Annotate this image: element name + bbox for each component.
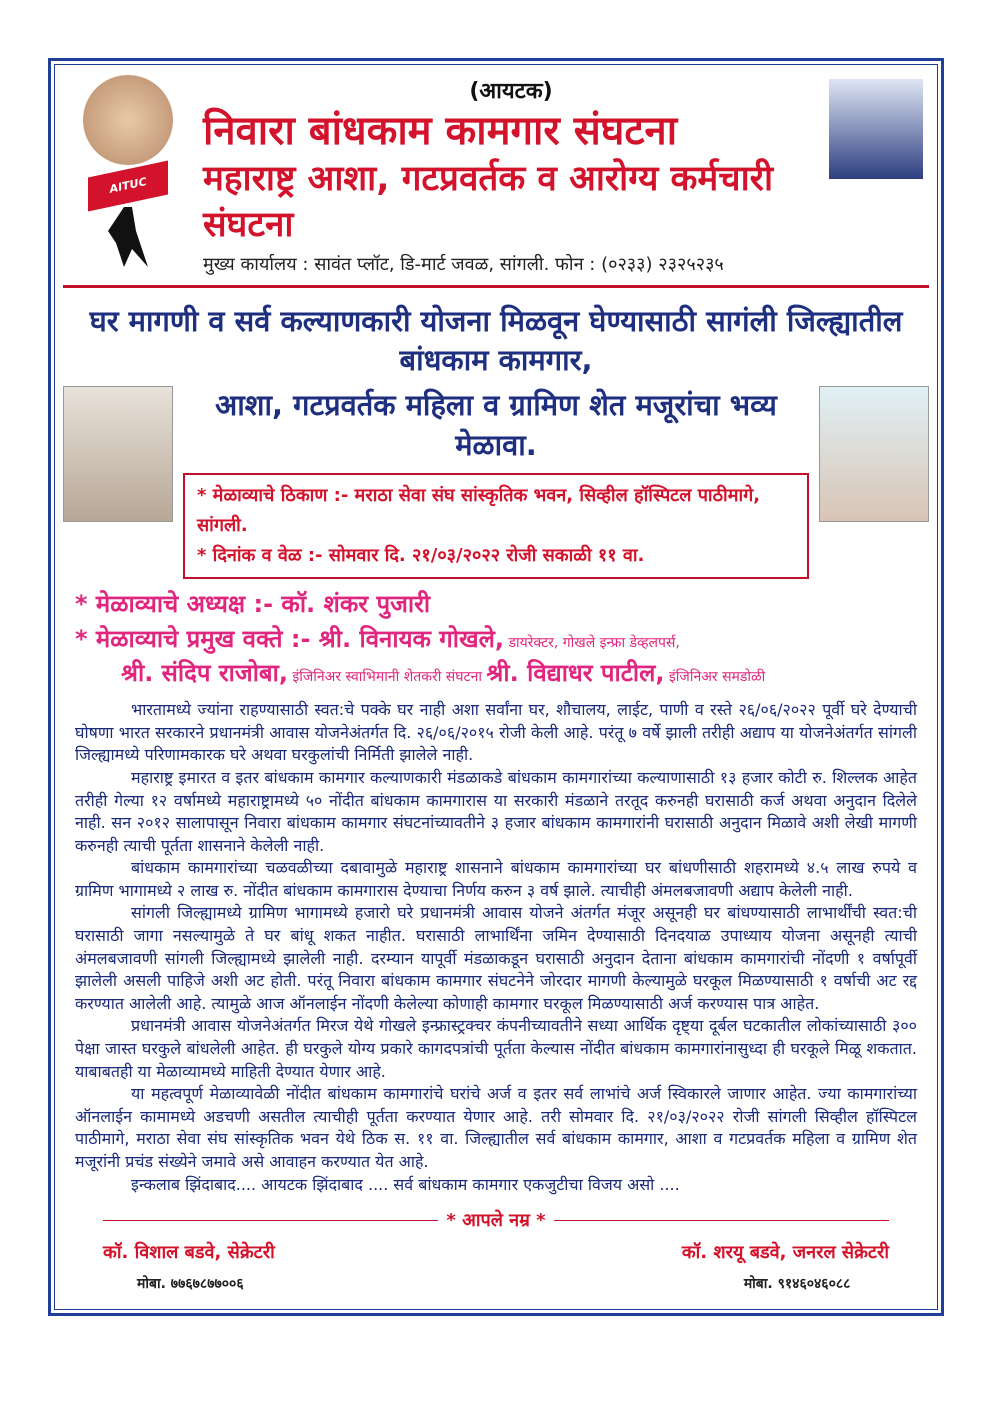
aituc-flag-logo: AITUC [88,160,168,211]
header-logos [63,75,193,267]
president-line: * मेळाव्याचे अध्यक्ष :- कॉ. शंकर पुजारी [75,589,431,618]
paragraph: भारतामध्ये ज्यांना राहण्यासाठी स्वत:चे पक्के घर नाही अशा सर्वांना घर, शौचालय, लाईट, पाणी व रस्ते २६/०६/२०२२ पूर्वी घरे देण्याची घोषणा भारत सरकारने प्रधानमंत्री आवास योजनेअंतर्गत दि. २६/०६/२०१५ रोजी केली आहे. परंतू ७ वर्षे झाली तरीही अद्याप या योजनेअंतर्गत सांगली जिल्ह्यामध्ये परिणामकारक घरे अथवा घरकुलांची निर्मिती झालेले नाही. [75,700,917,765]
org-subtitle: महाराष्ट्र आशा, गटप्रवर्तक व आरोग्य कर्मचारी संघटना [203,159,774,245]
paragraph: प्रधानमंत्री आवास योजनेअंतर्गत मिरज येथे गोखले इन्फ्रास्ट्रक्चर कंपनीच्यावतीने सध्या आर्थिक दृष्ट्या दूर्बल घटकातील लोकांच्यासाठी ३०० पेक्षा जास्त घरकुले बांधलेली आहेत. ही घरकुले योग्य प्रकारे कागदपत्रांची पूर्तता केल्यास नोंदीत बांधकाम कामगारांनासुध्दा ही घरकूले मिळू शकतात. याबाबतही या मेळाव्यामध्ये माहिती देण्यात येणार आहे. [75,1016,917,1081]
speakers-line [75,622,929,657]
venue-date: * दिनांक व वेळ :- सोमवार दि. २१/०३/२०२२ रोजी सकाळी ११ वा. [197,544,645,566]
header-text [203,75,819,277]
slogans: इन्कलाब झिंदाबाद.... आयटक झिंदाबाद .... सर्व बांधकाम कामगार एकजुटीचा विजय असो .... [131,1174,680,1194]
org-title: निवारा बांधकाम कामगार संघटना [203,108,678,154]
header [63,75,929,277]
paragraph: सांगली जिल्ह्यामध्ये ग्रामिण भागामध्ये हजारो घरे प्रधानमंत्री आवास योजने अंतर्गत मंजूर असूनही घर बांधण्यासाठी लाभार्थींची स्वत:ची घरासाठी जागा नसल्यामुळे ते घर बांधू शकत नाहीत. घरासाठी लाभार्थिंना जमिन देण्यासाठी दिनदयाळ उपाध्याय योजना असूनही त्याची अंमलबजावणी सांगली जिल्ह्यामध्ये झालेली नाही. दरम्यान यापूर्वी मंडळाकडून घरासाठी अनुदान देताना बांधकाम कामगारांची नोंदणी १ वर्षापूर्वी झालेली असली पाहिजे अशी अट होती. परंतू निवारा बांधकाम कामगार संघटनेने जोरदार मागणी केल्यामुळे घरकूल मिळण्यासाठी १ वर्षाची अट रद्द करण्यात आलेली आहे. त्यामुळे आज ऑनलाईन नोंदणी केलेल्या कोणाही कामगार घरकूल मिळण्यासाठी अर्ज करण्यास पात्र आहेत. [75,903,917,1013]
ambedkar-portrait [829,79,923,179]
venue-column [183,386,809,578]
bhagat-singh-portrait [83,75,173,165]
aituc-tag: (आयटक) [469,79,553,104]
general-secretary-mobile: मोबा. ९१४६०४६०८८ [743,1276,851,1293]
venue-place: * मेळाव्याचे ठिकाण :- मराठा सेवा संघ सांस्कृतिक भवन, सिव्हील हॉस्पिटल पाठीमागे, सांगली. [197,484,761,536]
people-section [63,587,929,691]
closing-rule-left [103,1220,438,1221]
signatures [103,1240,889,1293]
speaker1: * मेळाव्याचे प्रमुख वक्ते :- श्री. विनायक गोखले, [75,624,505,653]
worker-silhouette-icon [108,207,148,267]
closing-row [103,1208,889,1232]
president-photo [63,386,173,522]
venue-box [183,473,809,579]
body-text [63,699,929,1196]
header-right [829,75,929,179]
general-secretary-name: कॉ. शरयू बडवे, जनरल सेक्रेटरी [681,1242,889,1264]
paragraph: या महत्वपूर्ण मेळाव्यावेळी नोंदीत बांधकाम कामगारांचे घरांचे अर्ज व इतर सर्व लाभांचे अर्ज स्विकारले जाणार आहेत. ज्या कामगारांच्या ऑनलाईन कामामध्ये अडचणी असतील त्याचीही पूर्तता करण्यात येणार आहे. तरी सोमवार दि. २१/०३/२०२२ रोजी सांगली सिव्हील हॉस्पिटल पाठीमागे, मराठा सेवा संघ सांस्कृतिक भवन येथे ठिक स. ११ वा. जिल्ह्यातील सर्व बांधकाम कामगार, आशा व गटप्रवर्तक महिला व ग्रामिण शेत मजूरांनी प्रचंड संख्येने जमावे असे आवाहन करण्यात येत आहे. [75,1084,917,1172]
speaker2: श्री. संदिप राजोबा, [121,659,288,688]
closing-text: * आपले नम्र * [446,1210,546,1232]
speakers-line-2 [75,656,929,691]
woman-leader-photo [819,386,929,522]
venue-row [63,386,929,578]
page-border [48,58,944,1316]
secretary-name: कॉ. विशाल बडवे, सेक्रेटरी [103,1242,275,1264]
speaker3: श्री. विद्याधर पाटील, [486,659,665,688]
closing-rule-right [554,1220,889,1221]
divider [63,285,929,288]
headline-line2: आशा, गटप्रवर्तक महिला व ग्रामिण शेत मजूरांचा भव्य मेळावा. [215,388,777,462]
speaker1-role: डायरेक्टर, गोखले इन्फ्रा डेव्हलपर्स, [504,634,680,651]
speaker3-role: इंजिनिअर समडोळी [664,669,766,686]
speaker2-role: इंजिनिअर स्वाभिमानी शेतकरी संघटना [287,669,487,686]
headline-line1: घर मागणी व सर्व कल्याणकारी योजना मिळवून घेण्यासाठी सागंली जिल्ह्यातील बांधकाम कामगार, [89,304,903,378]
paragraph: बांधकाम कामगारांच्या चळवळीच्या दबावामुळे महाराष्ट्र शासनाने बांधकाम कामगारांच्या घर बांधणीसाठी शहरामध्ये ४.५ लाख रुपये व ग्रामिण भागामध्ये २ लाख रु. नोंदीत बांधकाम कामगारास देण्याचा निर्णय करुन ३ वर्ष झाले. त्याचीही अंमलबजावणी अद्याप केलेली नाही. [75,858,917,900]
office-address: मुख्य कार्यालय : सावंत प्लॉट, डि-मार्ट जवळ, सांगली. फोन : (०२३३) २३२५२३५ [203,254,724,275]
secretary-mobile: मोबा. ७७६७८७७००६ [137,1276,244,1293]
general-secretary-block [682,1240,889,1293]
secretary-block [103,1240,275,1293]
paragraph: महाराष्ट्र इमारत व इतर बांधकाम कामगार कल्याणकारी मंडळाकडे बांधकाम कामगारांच्या कल्याणासाठी १३ हजार कोटी रु. शिल्लक आहेत तरीही गेल्या १२ वर्षामध्ये महाराष्ट्रामध्ये ५० नोंदीत बांधकाम कामगारास या सरकारी मंडळाने तरतूद करुनही घरासाठी कर्ज अथवा अनुदान दिलेले नाही. सन २०१२ सालापासून निवारा बांधकाम कामगार संघटनांच्यावतीने ३ हजार बांधकाम कामगारांनी घरासाठी अनुदान मिळावे अशी लेखी मागणी करुनही त्याची पूर्तता शासनाने केलेली नाही. [75,767,917,855]
